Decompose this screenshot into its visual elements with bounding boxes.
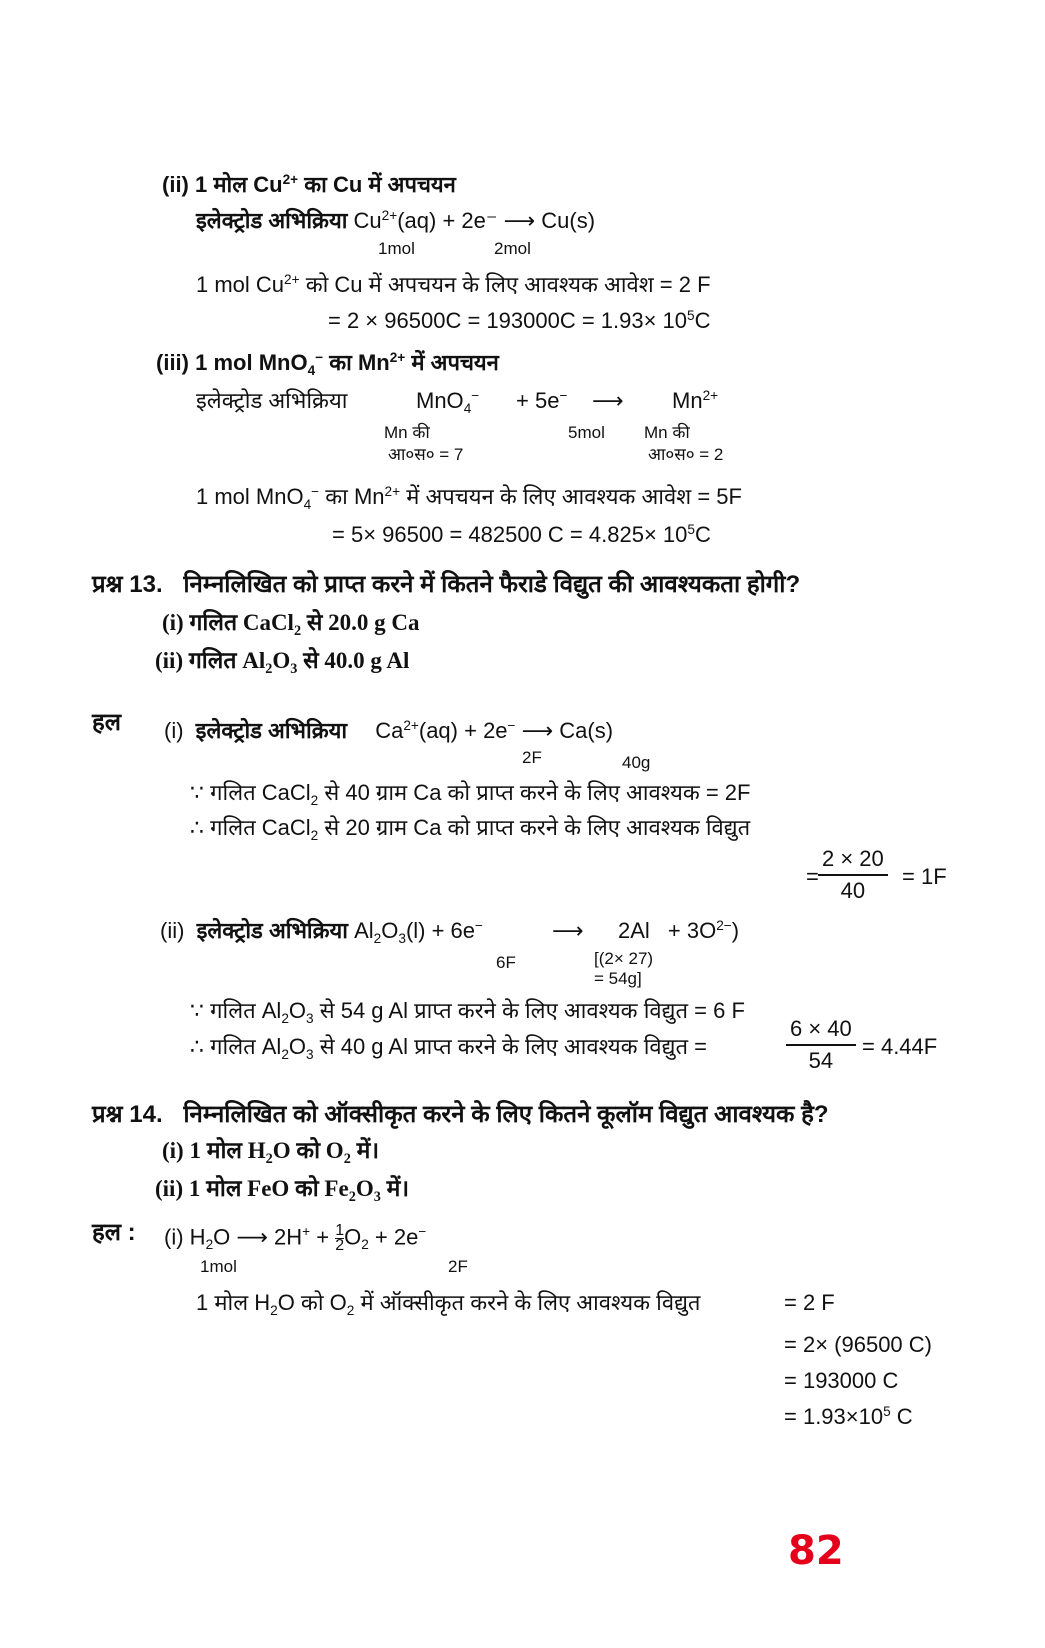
s13-under-mass: = 54g] (594, 969, 642, 988)
mn-reaction-label: इलेक्ट्रोड अभिक्रिया (196, 388, 348, 413)
s13-therefore-line-2 (190, 1034, 707, 1060)
subscript: 2 (310, 792, 319, 808)
s13-under-1: 2F (522, 748, 542, 767)
superscript: 5 (883, 1403, 891, 1419)
mn-product (672, 388, 718, 414)
s14-reaction (164, 1224, 426, 1253)
text: = 5× 96500 = 482500 C = 4.825× 10 (332, 522, 688, 547)
text: 1 mol MnO (196, 484, 304, 509)
subscript: 4 (307, 362, 316, 378)
subscript: 2 (310, 827, 319, 843)
superscript: − (475, 917, 483, 933)
superscript: 2− (716, 917, 732, 933)
arrow-icon: ⟶ (552, 918, 584, 943)
text: O ⟶ 2H (213, 1224, 303, 1250)
heading-text: का Mn (323, 350, 390, 375)
s14-step: = 193000 C (784, 1368, 899, 1393)
item-number: (i) (162, 1138, 184, 1163)
superscript: 2+ (284, 271, 300, 287)
s14-step: = 2× (96500 C) (784, 1332, 932, 1357)
q13-item-1 (162, 610, 420, 639)
solution-14-label: हल : (92, 1219, 136, 1246)
superscript: 2+ (389, 349, 406, 365)
text: से 54 g Al प्राप्त करने के लिए आवश्यक विद्युत = 6 F (313, 998, 745, 1023)
mn-electrons-note: 5mol (568, 423, 605, 442)
reaction-text: ⁻ ⟶ Cu(s) (485, 208, 596, 233)
text: C (694, 308, 711, 333)
subscript: 2 (343, 1150, 351, 1167)
heading-text: का Cu में अपचयन (298, 172, 456, 197)
cu-heading (162, 172, 456, 198)
half-fraction (335, 1224, 344, 1253)
cu-charge-line (196, 272, 711, 298)
subscript: 2 (205, 1237, 214, 1253)
text: O (288, 998, 307, 1023)
reaction-text: Cu (353, 208, 382, 233)
q13-item-2 (155, 648, 410, 677)
text: से 20 ग्राम Ca को प्राप्त करने के लिए आवश्यक विद्युत (318, 815, 751, 840)
text: ∵ गलित CaCl (190, 780, 311, 805)
mn-reactant (416, 388, 479, 414)
item-number: (ii) (155, 648, 184, 673)
item-number: (i) (164, 1224, 184, 1250)
text: ⟶ Ca(s) (515, 718, 614, 743)
text: गलित CaCl (189, 610, 294, 635)
text: 1 मोल FeO को Fe (188, 1176, 349, 1201)
subscript: 3 (306, 1010, 314, 1026)
text: Ca (375, 718, 404, 743)
text: ) (731, 918, 740, 943)
subscript: 2 (270, 1302, 278, 1318)
text: 1 mol Cu (196, 272, 285, 297)
subscript: 3 (306, 1046, 314, 1062)
question-text: निम्नलिखित को प्राप्त करने में कितने फैराडे विद्युत की आवश्यकता होगी? (183, 571, 801, 598)
superscript: − (471, 387, 480, 403)
s14-final (784, 1404, 913, 1430)
s14-line (196, 1290, 700, 1316)
text: में ऑक्सीकृत करने के लिए आवश्यक विद्युत (354, 1290, 701, 1315)
heading-text: 1 मोल Cu (195, 172, 283, 197)
text: C (694, 522, 711, 547)
heading-text: 1 mol MnO (195, 350, 308, 375)
s13-therefore-line (190, 815, 750, 841)
fraction-2 (786, 1016, 856, 1074)
subscript: 2 (293, 622, 302, 639)
text: को Cu में अपचयन के लिए आवश्यक आवेश = 2 F (299, 272, 711, 297)
s13-under-mass: [(2× 27) (594, 949, 654, 968)
text: O को O (272, 1138, 344, 1163)
text: Mn (672, 388, 703, 413)
item-number: (i) (162, 610, 184, 635)
superscript: 2+ (282, 171, 299, 187)
text: + 3O (667, 918, 717, 943)
text: + (310, 1224, 336, 1250)
text: से 40.0 g Al (297, 648, 410, 673)
cu-under-1: 1mol (378, 239, 415, 258)
subscript: 4 (463, 400, 472, 416)
solution-13-label: हल (92, 709, 122, 736)
text: में। (350, 1138, 380, 1163)
text: (aq) + 2e (418, 718, 508, 743)
s13-product (618, 918, 739, 944)
subscript: 2 (348, 1188, 356, 1205)
fraction-1 (818, 846, 888, 904)
question-13 (92, 572, 800, 598)
subscript: 2 (361, 1237, 369, 1253)
fraction-denominator: 2 (335, 1237, 345, 1254)
text: = 2 × 96500C = 193000C = 1.93× 10 (328, 308, 688, 333)
superscript: − (559, 387, 568, 403)
s13-under-6f: 6F (496, 953, 516, 972)
text: 1 मोल H (189, 1138, 266, 1163)
s14-result: = 2 F (784, 1290, 835, 1315)
text: O (288, 1034, 307, 1059)
s14-under-2: 2F (448, 1257, 468, 1276)
cu-under-2: 2mol (494, 239, 531, 258)
text: O (355, 1176, 374, 1201)
text: C (890, 1404, 913, 1429)
item-number: (iii) (156, 350, 189, 375)
s13-since-line-2 (190, 998, 745, 1024)
reaction-label: इलेक्ट्रोड अभिक्रिया (196, 918, 348, 943)
subscript: 3 (398, 930, 406, 946)
subscript: 2 (373, 930, 382, 946)
mn-product-note: आ०स० = 2 (648, 445, 724, 464)
superscript: + (302, 1224, 311, 1240)
fraction-denominator: 54 (808, 1048, 834, 1073)
item-number: (ii) (162, 172, 189, 197)
superscript: − (311, 483, 320, 499)
mn-calc-line (332, 522, 711, 548)
fraction-numerator: 6 × 40 (786, 1016, 856, 1046)
text: (l) + 6e (405, 918, 476, 943)
superscript: 2+ (403, 717, 419, 733)
s14-under-1: 1mol (200, 1257, 237, 1276)
subscript: 4 (303, 496, 312, 512)
text: O को O (277, 1290, 347, 1315)
text: + 2e (368, 1224, 419, 1250)
text: O (381, 918, 399, 943)
reaction-text: (aq) + 2e (397, 208, 486, 233)
subscript: 2 (265, 660, 273, 677)
subscript: 3 (373, 1188, 381, 1205)
question-14 (92, 1102, 829, 1128)
superscript: − (315, 349, 324, 365)
superscript: 2+ (702, 387, 719, 403)
mn-product-note: Mn की (644, 423, 690, 442)
question-label: प्रश्न 14. (92, 1101, 163, 1128)
text: + 5e (516, 388, 560, 413)
mn-charge-line (196, 484, 742, 510)
item-number: (ii) (160, 918, 185, 943)
s13-under-2: 40g (622, 753, 651, 772)
subscript: 2 (281, 1010, 289, 1026)
subscript: 2 (281, 1046, 289, 1062)
cu-calc-line (328, 308, 711, 334)
superscript: 5 (687, 307, 695, 323)
reaction-label: इलेक्ट्रोड अभिक्रिया (195, 718, 348, 743)
fraction-numerator: 2 × 20 (818, 846, 888, 876)
superscript: 5 (687, 521, 695, 537)
superscript: − (418, 1224, 427, 1240)
text: से 20.0 g Ca (301, 610, 420, 635)
text: MnO (416, 388, 464, 413)
item-number: (ii) (155, 1176, 184, 1201)
text: ∵ गलित Al (190, 998, 282, 1023)
heading-text: में अपचयन (405, 350, 499, 375)
item-number: (i) (164, 718, 184, 743)
mn-electrons (516, 388, 567, 414)
s13-reaction-i (164, 718, 613, 744)
mn-reactant-note: Mn की (384, 423, 430, 442)
text: O (344, 1224, 362, 1250)
s13-since-line (190, 780, 750, 806)
question-text: निम्नलिखित को ऑक्सीकृत करने के लिए कितने कूलॉम विद्युत आवश्यक है? (183, 1101, 829, 1128)
fraction-denominator: 40 (840, 878, 866, 903)
frac-prefix: = (806, 864, 819, 889)
text: में। (380, 1176, 410, 1201)
q14-item-2 (155, 1176, 410, 1205)
text: 1 मोल H (196, 1290, 271, 1315)
q14-item-1 (162, 1138, 380, 1167)
s13-reaction-ii (160, 918, 483, 944)
text: में अपचयन के लिए आवश्यक आवेश = 5F (400, 484, 742, 509)
arrow-icon: ⟶ (592, 388, 624, 413)
text: ∴ गलित Al (190, 1034, 282, 1059)
text: गलित Al (188, 648, 266, 673)
subscript: 2 (265, 1150, 273, 1167)
superscript: 2+ (381, 207, 398, 223)
text: का Mn (319, 484, 385, 509)
text: से 40 ग्राम Ca को प्राप्त करने के लिए आवश्यक = 2F (318, 780, 751, 805)
frac-result-2: = 4.44F (862, 1034, 938, 1059)
text: 2Al (618, 918, 650, 943)
text: H (189, 1224, 206, 1250)
text: ∴ गलित CaCl (190, 815, 311, 840)
text: से 40 g Al प्राप्त करने के लिए आवश्यक विद्युत = (313, 1034, 707, 1059)
superscript: − (507, 717, 516, 733)
subscript: 3 (290, 660, 298, 677)
page-number: 82 (788, 1528, 844, 1574)
subscript: 2 (346, 1302, 355, 1318)
reaction-label: इलेक्ट्रोड अभिक्रिया (196, 208, 348, 233)
text: = 1.93×10 (784, 1404, 884, 1429)
mn-heading (156, 350, 499, 376)
text: O (272, 648, 291, 673)
question-label: प्रश्न 13. (92, 571, 163, 598)
fraction-numerator: 1 (335, 1222, 345, 1239)
superscript: 2+ (384, 483, 401, 499)
mn-reactant-note: आ०स० = 7 (388, 445, 464, 464)
text: Al (354, 918, 374, 943)
frac-result: = 1F (902, 864, 947, 889)
cu-reaction (196, 208, 595, 234)
